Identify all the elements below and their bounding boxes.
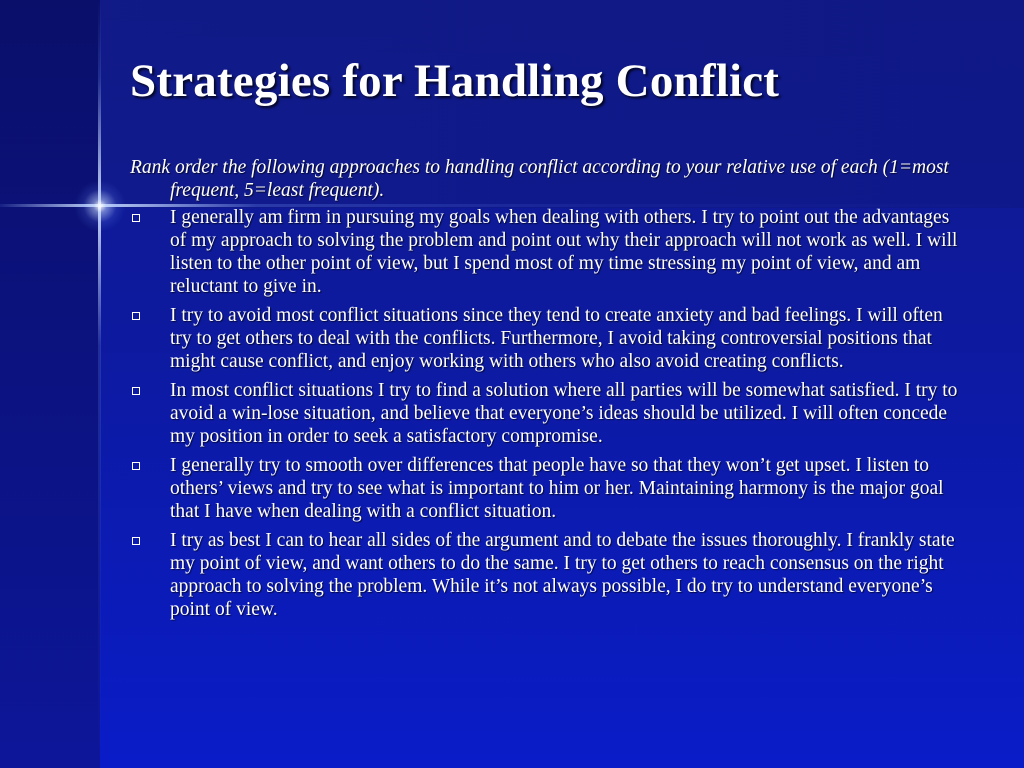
instructions-text: Rank order the following approaches to handling conflict according to your relative use of each (1=most frequent, 5=least frequent).: [130, 157, 949, 201]
left-background-band: [0, 0, 100, 768]
light-flare-star-icon: [74, 180, 126, 232]
list-item-text: I try as best I can to hear all sides of the argument and to debate the issues thoroughly. I frankly state my point of view, and want others to do the same. I try to get others to reach consensus on the right approach to solving the problem. While it’s not always possible, I do try to understand everyone’s point of view.: [170, 530, 955, 620]
light-flare-vertical: [98, 0, 101, 768]
hollow-square-bullet-icon: [132, 462, 140, 470]
list-item-text: I generally am firm in pursuing my goals when dealing with others. I try to point out the advantages of my approach to solving the problem and point out why their approach will not work as well. I will listen to the other point of view, but I spend most of my time stressing my point of view, and am reluctant to give in.: [170, 207, 958, 297]
list-item-text: I try to avoid most conflict situations since they tend to create anxiety and bad feelings. I will often try to get others to deal with the conflicts. Furthermore, I avoid taking controversial positions that might cause conflict, and enjoy working with others who also avoid creating conflicts.: [170, 305, 943, 372]
hollow-square-bullet-icon: [132, 214, 140, 222]
slide-body: [130, 156, 960, 627]
hollow-square-bullet-icon: [132, 312, 140, 320]
hollow-square-bullet-icon: [132, 387, 140, 395]
list-item-text: In most conflict situations I try to find a solution where all parties will be somewhat satisfied. I try to avoid a win-lose situation, and believe that everyone’s ideas should be utilized. I will often concede my position in order to seek a satisfactory compromise.: [170, 380, 958, 447]
list-item: [130, 454, 960, 523]
list-item-text: I generally try to smooth over differences that people have so that they won’t get upset. I listen to others’ views and try to see what is important to him or her. Maintaining harmony is the major goal that I have when dealing with a conflict situation.: [170, 455, 944, 522]
slide-title: Strategies for Handling Conflict: [130, 55, 780, 107]
list-item: [130, 379, 960, 448]
list-item: [130, 206, 960, 298]
list-item: [130, 304, 960, 373]
strategy-list: [130, 206, 960, 621]
hollow-square-bullet-icon: [132, 537, 140, 545]
list-item: [130, 529, 960, 621]
